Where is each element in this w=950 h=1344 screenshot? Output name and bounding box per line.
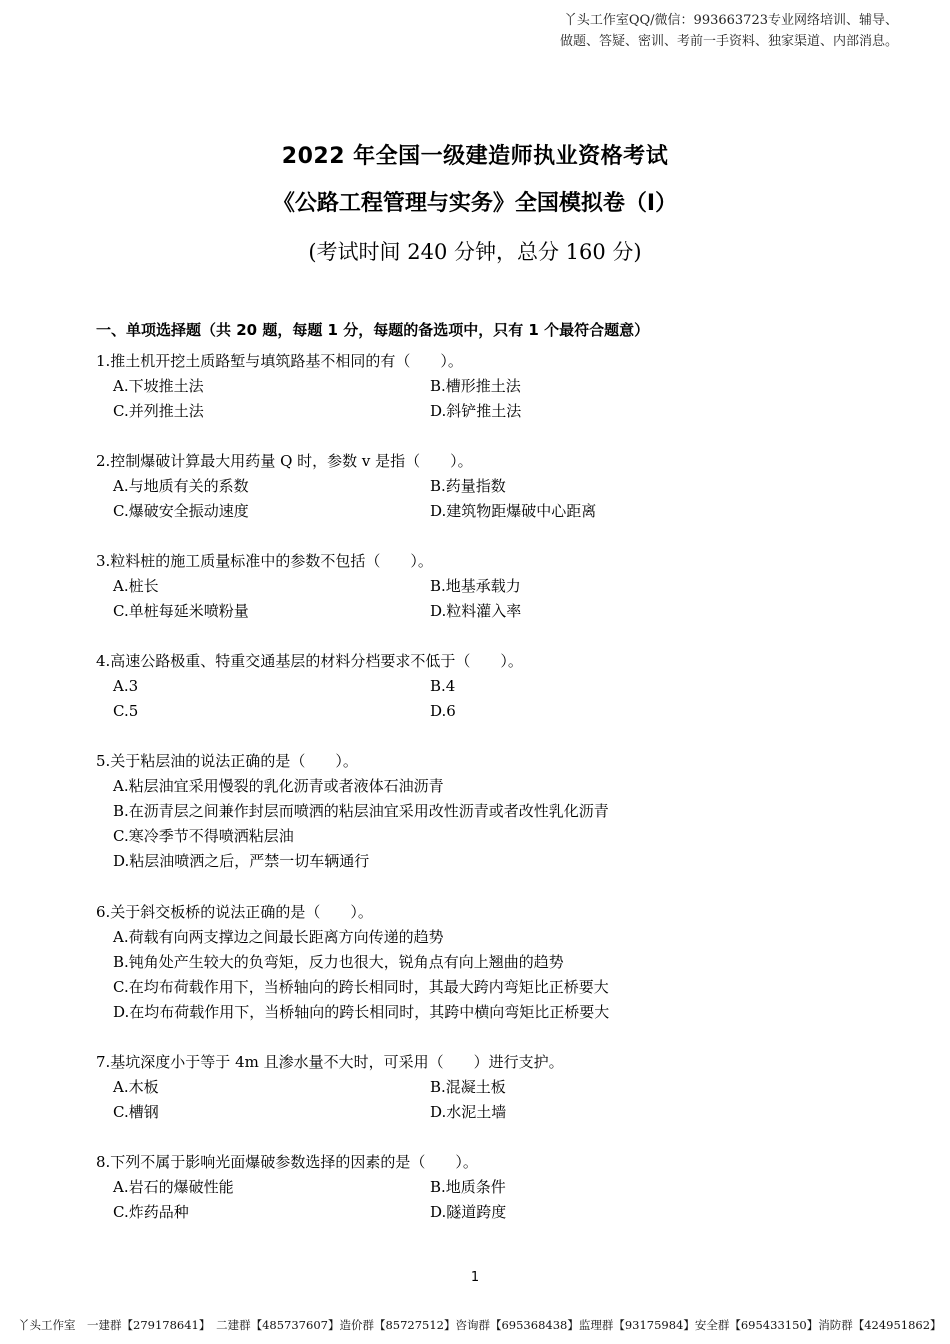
question-6 [96,900,609,1025]
option-a: A.3 [113,677,139,695]
option-b: B.地基承载力 [430,577,521,595]
option-d: D.斜铲推土法 [430,402,522,420]
option-c: C.在均布荷载作用下，当桥轴向的跨长相同时，其最大跨内弯矩比正桥要大 [113,978,609,996]
question-stem: 7.基坑深度小于等于 4m 且渗水量不大时，可采用（ ）进行支护。 [96,1053,564,1071]
option-a: A.岩石的爆破性能 [113,1178,234,1196]
section-heading: 一、单项选择题（共 20 题，每题 1 分，每题的备选项中，只有 1 个最符合题意） [96,321,650,339]
question-stem: 2.控制爆破计算最大用药量 Q 时，参数 v 是指（ ）。 [96,452,473,470]
option-b: B.药量指数 [430,477,506,495]
question-stem: 3.粒料桩的施工质量标准中的参数不包括（ ）。 [96,552,433,570]
option-d: D.建筑物距爆破中心距离 [430,502,597,520]
header-line-2: 做题、答疑、密训、考前一手资料、独家渠道、内部消息。 [559,34,898,49]
question-2 [96,449,596,524]
exam-title: 2022 年全国一级建造师执业资格考试 [281,144,669,169]
option-a: A.木板 [113,1078,159,1096]
option-b: B.钝角处产生较大的负弯矩，反力也很大，锐角点有向上翘曲的趋势 [113,953,564,971]
option-a: A.与地质有关的系数 [113,477,249,495]
question-7 [96,1050,564,1125]
option-c: C.槽钢 [113,1103,159,1121]
page-number: 1 [470,1270,480,1285]
option-d: D.隧道跨度 [430,1203,507,1221]
option-c: C.单桩每延米喷粉量 [113,602,249,620]
exam-info: (考试时间 240 分钟，总分 160 分) [308,240,642,264]
option-c: C.寒冷季节不得喷洒粘层油 [113,827,294,845]
option-b: B.地质条件 [430,1178,506,1196]
option-c: C.5 [113,702,139,720]
option-a: A.粘层油宜采用慢裂的乳化沥青或者液体石油沥青 [113,777,444,795]
header-line-1: 丫头工作室QQ/微信：993663723专业网络培训、辅导、 [563,13,898,28]
question-4 [96,649,523,724]
question-1 [96,349,521,424]
page-header [560,10,898,52]
option-b: B.在沥青层之间兼作封层而喷洒的粘层油宜采用改性沥青或者改性乳化沥青 [113,802,609,820]
question-stem: 8.下列不属于影响光面爆破参数选择的因素的是（ ）。 [96,1153,478,1171]
option-a: A.荷载有向两支撑边之间最长距离方向传递的趋势 [113,928,444,946]
question-stem: 4.高速公路极重、特重交通基层的材料分档要求不低于（ ）。 [96,652,523,670]
question-stem: 5.关于粘层油的说法正确的是（ ）。 [96,752,358,770]
question-stem: 1.推土机开挖土质路堑与填筑路基不相同的有（ ）。 [96,352,463,370]
option-c: C.爆破安全振动速度 [113,502,249,520]
option-d: D.水泥土墙 [430,1103,507,1121]
option-a: A.下坡推土法 [113,377,204,395]
option-d: D.粒料灌入率 [430,602,522,620]
option-b: B.混凝土板 [430,1078,506,1096]
page-footer: 丫头工作室 一建群【279178641】 二建群【485737607】造价群【85727512】咨询群【695368438】监理群【93175984】安全群【695433150】消防群【424951862】 [18,1318,942,1332]
question-3 [96,549,521,624]
option-d: D.6 [430,702,456,720]
option-b: B.槽形推土法 [430,377,521,395]
paper-title: 《公路工程管理与实务》全国模拟卷（Ⅰ） [272,191,678,216]
option-d: D.在均布荷载作用下，当桥轴向的跨长相同时，其跨中横向弯矩比正桥要大 [113,1003,610,1021]
question-5 [96,749,609,874]
option-d: D.粘层油喷洒之后，严禁一切车辆通行 [113,852,370,870]
question-stem: 6.关于斜交板桥的说法正确的是（ ）。 [96,903,373,921]
question-8 [96,1150,506,1225]
option-c: C.炸药品种 [113,1203,189,1221]
option-a: A.桩长 [113,577,159,595]
option-c: C.并列推土法 [113,402,204,420]
option-b: B.4 [430,677,456,695]
